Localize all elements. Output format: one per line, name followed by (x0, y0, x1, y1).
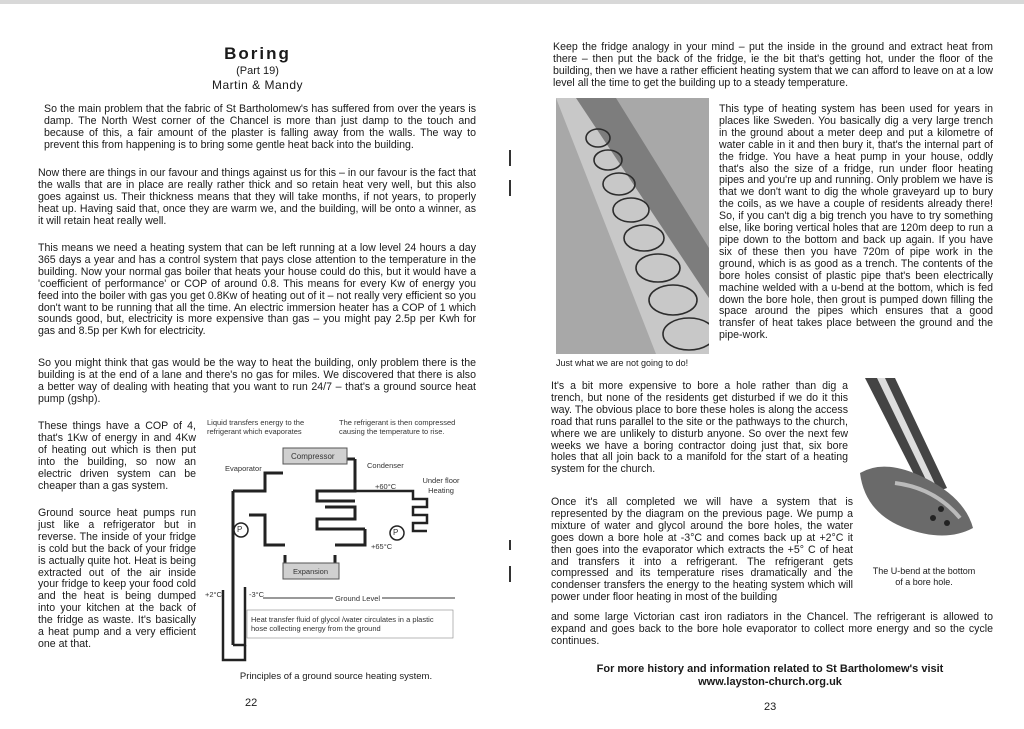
paragraph-gas: So you might think that gas would be the way to heat the building, only problem there is the building is at the end of a lane and there's no gas for miles. We discovered that there is also a better way of dealing with heating that you want to run 24/7 – that's a ground source heat pump (gshp). (38, 357, 476, 405)
left-page (0, 0, 510, 729)
ubend-image (855, 378, 977, 543)
temp-65-label: +65°C (371, 542, 393, 551)
paragraph-cycle-continues: and some large Victorian cast iron radiators in the Chancel. The refrigerant is allowed to expand and goes back to the bore hole evaporator to collect more energy and so the cycle continues. (551, 611, 993, 647)
evaporator-label: Evaporator (225, 464, 262, 473)
paragraph-favour: Now there are things in our favour and things against us for this – in our favour is the fact that the walls that are in place are really rather thick and so retain heat very well, but this also goes against us. Their thickness means that they will take months, if not years, to properly heat up. Having said that, once they are warm we, and the building, will be onto a winner, as it will retain heat really well. (38, 167, 476, 227)
gutter-mark (509, 150, 511, 166)
paragraph-sweden: This type of heating system has been used for years in places like Sweden. You basically dig a very large trench in the ground about a meter deep and put a kilometre of water cable in it and then bury it, that's the internal part of the fridge. You have a heat pump in your house, oddly that's also the size of a fridge, run under floor heating pipes and you're up and running. Only problem we have is that we don't want to dig the whole graveyard up to bury the coils, as we have a couple of residents already there! So, if you can't dig a big trench you have to try something else, like boring vertical holes that are 120m deep to run a pipe down to the bottom and back up again. If you have six of these then you have 720m of pipe work in the ground, which is as good as a trench. The contents of the bore holes consist of plastic pipe that's been electrically machine welded with a u-bend at the bottom, which is fed down the bore hole, then grout is pumped down filling the space around the pipes which ensures that a good transfer of heat takes place between the ground and the pipe-work. (719, 103, 993, 342)
compressor-label: Compressor (291, 452, 335, 461)
condenser-label: Condenser (367, 461, 404, 470)
diagram-note-evaporation: Liquid transfers energy to the refrigerant which evaporates (207, 418, 305, 436)
pump-right-label: P (393, 528, 399, 537)
underfloor-label: Under floor Heating (422, 476, 460, 495)
expansion-label: Expansion (293, 567, 329, 576)
gutter-mark (509, 540, 511, 550)
paragraph-cop: These things have a COP of 4, that's 1Kw of energy in and 4Kw of heating out which is then put into the building, so now an electric driven system can be cheaper than a gas system. (38, 420, 196, 492)
paragraph-fridge-analogy: Keep the fridge analogy in your mind – put the inside in the ground and extract heat from there – then put the back of the fridge, ie the bit that's getting hot, under the floor of the building, then we have a rather efficient heating system that we can afford to leave on at a low level all the time to get the building up to a steady temperature. (553, 41, 993, 89)
article-authors: Martin & Mandy (211, 78, 304, 92)
ground-level-label: Ground Level (335, 594, 381, 603)
trench-photo (556, 98, 709, 354)
pump-left-label: P (237, 525, 243, 534)
gutter-mark (509, 180, 511, 196)
heat-pump-diagram (205, 415, 467, 667)
temp-2-label: +2°C (205, 590, 222, 599)
temp-60-label: +60°C (375, 482, 397, 491)
paragraph-system-completed: Once it's all completed we will have a system that is represented by the diagram on the previous page. We pump a mixture of water and glycol around the bore holes, the water goes down a bore hole at -3°C and comes back up at +2°C it then goes into the evaporator which extracts the +5° C of heat and transfers it into a refrigerant. The refrigerant gets compressed and its temperature rises dramatically and the condenser transfers the energy to the heating system which will power under floor heating in most of the building (551, 496, 853, 604)
page-number-right: 23 (764, 701, 777, 713)
footer-info (560, 663, 980, 689)
diagram-note-compression: The refrigerant is then compressed causing the temperature to rise. (339, 418, 456, 436)
paragraph-bore-cost: It's a bit more expensive to bore a hole rather than dig a trench, but none of the residents get disturbed if we do it this way. The obvious place to bore these holes is along the access road that runs parallel to the site or the pathways to the church, where we are unlikely to disturb anyone. So over the next few weeks we have a boring contractor doing just that, six bore holes that all join back to a manifold for the start of a heating system for the church. (551, 380, 848, 476)
footer-website: www.layston-church.org.uk (698, 676, 842, 688)
ubend-caption: The U-bend at the bottom of a bore hole. (872, 566, 976, 587)
article-title: Boring (224, 44, 291, 63)
temp-minus3-label: -3°C (249, 590, 265, 599)
ubend-photo (855, 378, 977, 543)
diagram-caption: Principles of a ground source heating system. (239, 671, 433, 682)
fluid-note: Heat transfer fluid of glycol /water circulates in a plastic hose collecting energy from the ground (251, 615, 434, 633)
trench-photo-caption: Just what we are not going to do! (556, 358, 689, 368)
paragraph-damp: So the main problem that the fabric of St Bartholomew's has suffered from over the years is damp. The North West corner of the Chancel is more than just damp to the touch and because of this, a fair amount of the plaster is falling away from the walls. The way to prevent this from happening is to bring some gentle heat back into the building. (44, 103, 476, 151)
paragraph-refrigerator: Ground source heat pumps run just like a refrigerator but in reverse. The inside of your fridge is cold but the back of your fridge is actually quite hot. Heat is being extracted out of the air inside your fridge to keep your food cold and the heat is being dumped into your kitchen at the back of the fridge as waste. It's basically a heat pump and a very efficient one at that. (38, 507, 196, 650)
page-number-left: 22 (245, 697, 258, 709)
paragraph-heating-system: This means we need a heating system that can be left running at a low level 24 hours a day 365 days a year and has a control system that pays close attention to the temperature in the building. Now your normal gas boiler that heats your house could do this, but it would have a 'coefficient of performance' or COP of around 0.8. This means for every Kw of energy you feed into the boiler with gas you get 0.8Kw of heating out of it – not really very efficient so you don't want to be running that all the time. An electric immersion heater has a COP of 1 which sounds good, but, electricity is more expensive than gas – you might pay 2.5p per Kwh for gas and 8.5p per Kwh for electricity. (38, 242, 476, 338)
trench-image (556, 98, 709, 354)
article-part: (Part 19) (236, 65, 279, 77)
gutter-mark (509, 566, 511, 582)
footer-line-1: For more history and information related to St Bartholomew's visit (596, 663, 944, 675)
